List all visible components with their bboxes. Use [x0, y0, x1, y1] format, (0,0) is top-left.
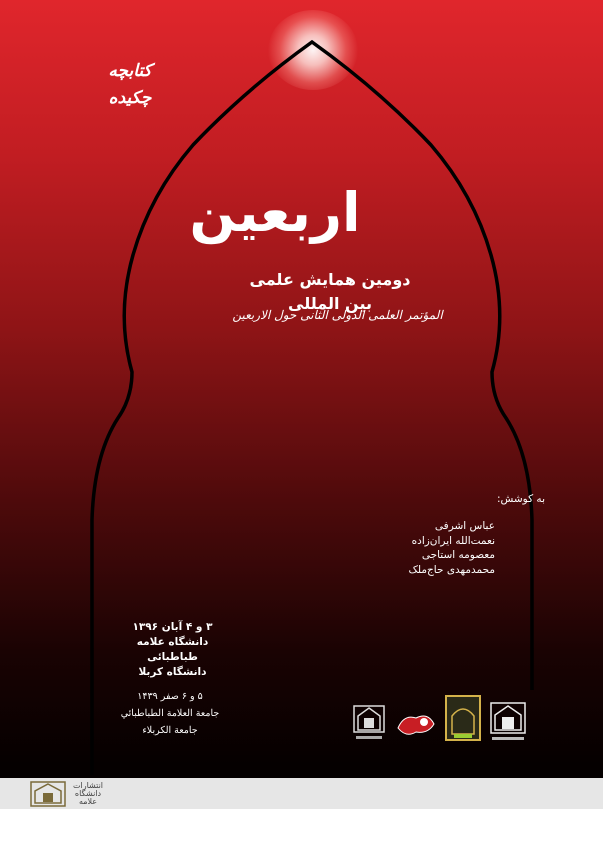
shrine-logo-icon [444, 694, 482, 744]
event-info-arabic [110, 688, 230, 739]
editor-name: عباس اشرفی [434, 520, 495, 532]
editors-block [360, 489, 545, 577]
event-host-2: دانشگاه کربلا [138, 666, 207, 678]
event-info-persian [120, 620, 225, 680]
editors-heading: به کوشش: [496, 493, 545, 505]
footer-band [0, 778, 603, 809]
event-date: ۳ و ۴ آبان ۱۳۹۶ [132, 621, 213, 633]
footer [0, 778, 603, 868]
publisher-text-line: علامه [78, 797, 98, 806]
publisher-text-line: انتشارات [72, 781, 104, 790]
booklet-line: کتابچه [108, 61, 152, 81]
red-emblem-icon [394, 706, 438, 742]
event-host-1: دانشگاه علامه طباطبائی [136, 636, 209, 663]
partner-logos [352, 692, 532, 752]
conference-subtitle-arabic: المؤتمر العلمی الدولی الثانی حول الاربعین [232, 308, 443, 322]
editor-name: محمدمهدی حاج‌ملک [408, 563, 495, 576]
event-host-arabic-2: جامعة الكربلاء [142, 725, 198, 736]
university-seal-icon [352, 702, 386, 744]
conference-subtitle: دومین همایش علمی بین المللی [249, 270, 411, 313]
publisher-logo-text [69, 782, 107, 806]
allameh-university-logo-icon [488, 700, 528, 744]
event-date-arabic: ۵ و ۶ صفر ۱۴۳۹ [137, 691, 203, 702]
main-title: اربعین [189, 181, 361, 244]
abstracts-line: چکیده [108, 88, 152, 108]
publisher-logo-icon [30, 781, 66, 811]
event-host-arabic-1: جامعة العلامة الطباطبائي [120, 708, 220, 719]
publisher-text-line: دانشگاه [74, 789, 102, 798]
editor-name: نعمت‌الله ایران‌زاده [411, 534, 495, 547]
booklet-label [80, 58, 180, 112]
editor-name: معصومه استاجی [421, 549, 495, 561]
